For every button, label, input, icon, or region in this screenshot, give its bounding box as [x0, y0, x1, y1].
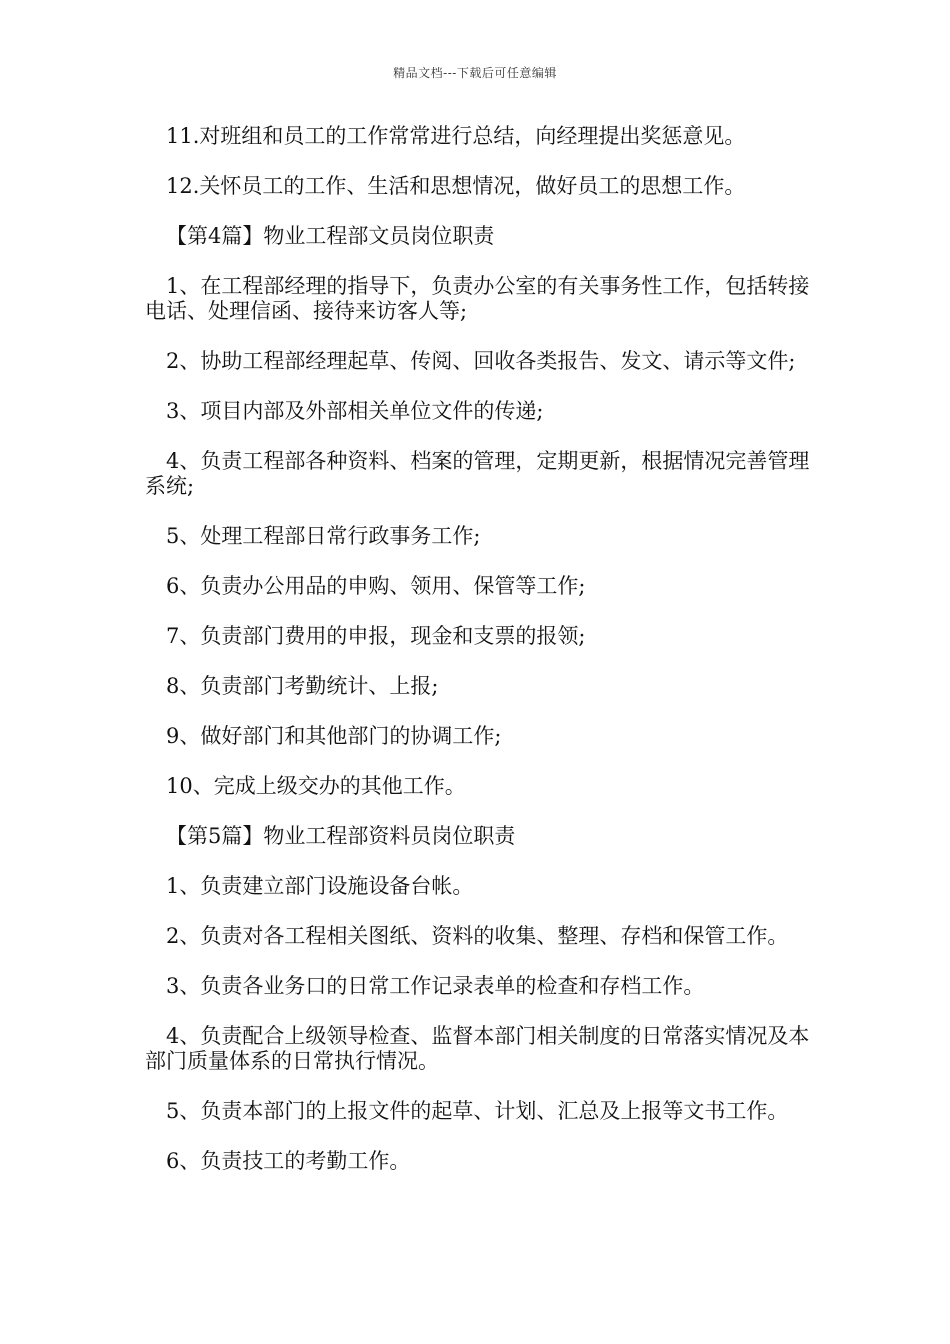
paragraph: 1、负责建立部门设施设备台帐。 [166, 874, 474, 898]
paragraph: 10、完成上级交办的其他工作。 [166, 774, 466, 798]
paragraph: 4、负责配合上级领导检查、监督本部门相关制度的日常落实情况及本部门质量体系的日常执行情况。 [145, 1024, 810, 1073]
paragraph: 3、项目内部及外部相关单位文件的传递; [166, 399, 544, 423]
paragraph: 6、负责技工的考勤工作。 [166, 1149, 411, 1173]
section-heading-4: 【第4篇】物业工程部文员岗位职责 [166, 224, 495, 248]
paragraph: 4、负责工程部各种资料、档案的管理，定期更新，根据情况完善管理系统; [145, 449, 810, 498]
document-body [145, 124, 820, 1199]
paragraph: 5、负责本部门的上报文件的起草、计划、汇总及上报等文书工作。 [166, 1099, 789, 1123]
paragraph: 1、在工程部经理的指导下，负责办公室的有关事务性工作，包括转接电话、处理信函、接待来访客人等; [145, 274, 810, 323]
paragraph: 8、负责部门考勤统计、上报; [166, 674, 439, 698]
paragraph: 9、做好部门和其他部门的协调工作; [166, 724, 502, 748]
paragraph: 6、负责办公用品的申购、领用、保管等工作; [166, 574, 586, 598]
paragraph: 2、协助工程部经理起草、传阅、回收各类报告、发文、请示等文件; [166, 349, 796, 373]
section-heading-5: 【第5篇】物业工程部资料员岗位职责 [166, 824, 516, 848]
paragraph: 2、负责对各工程相关图纸、资料的收集、整理、存档和保管工作。 [166, 924, 789, 948]
paragraph: 5、处理工程部日常行政事务工作; [166, 524, 481, 548]
paragraph: 3、负责各业务口的日常工作记录表单的检查和存档工作。 [166, 974, 705, 998]
paragraph: 7、负责部门费用的申报，现金和支票的报领; [166, 624, 586, 648]
paragraph-11: 11.对班组和员工的工作常常进行总结，向经理提出奖惩意见。 [166, 124, 746, 148]
paragraph-12: 12.关怀员工的工作、生活和思想情况，做好员工的思想工作。 [166, 174, 746, 198]
page-header: 精品文档---下载后可任意编辑 [393, 66, 557, 80]
